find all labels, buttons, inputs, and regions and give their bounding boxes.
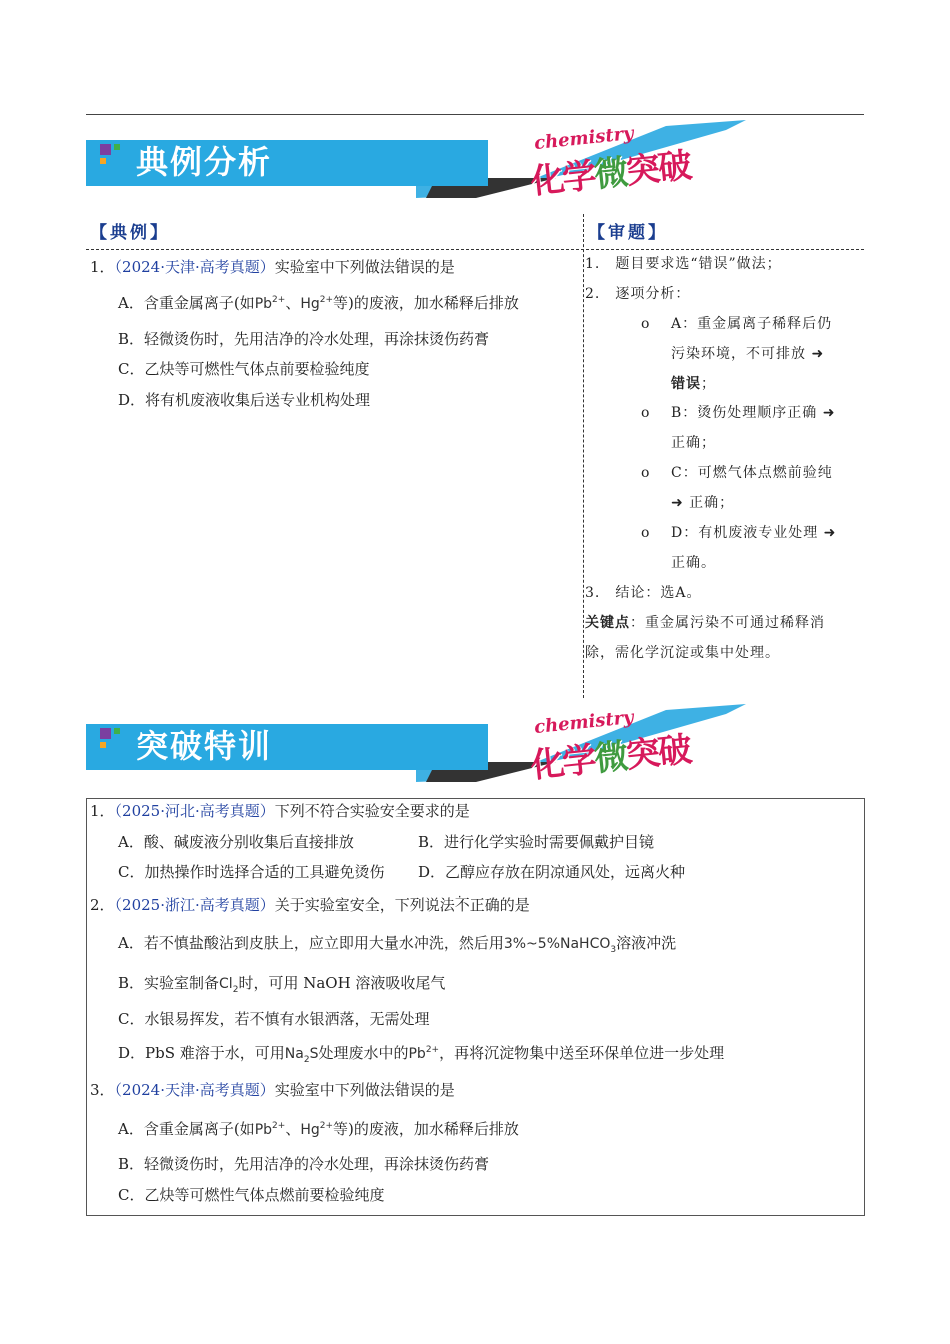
square-icon bbox=[100, 158, 106, 164]
square-icon bbox=[100, 728, 111, 739]
practice-q1: 1．（2025·河北·高考真题）下列不符合实验安全要求的是 bbox=[90, 802, 470, 820]
square-icon bbox=[100, 742, 106, 748]
practice-q3: 3．（2024·天津·高考真题）实验室中下列做法错误的是 bbox=[90, 1081, 455, 1099]
question-source: （2024·天津·高考真题） bbox=[114, 258, 275, 276]
practice-q2: 2．（2025·浙江·高考真题）关于实验室安全，下列说法不正确的是 bbox=[90, 896, 530, 914]
section-banner-practice bbox=[86, 704, 766, 787]
bullet-icon: o bbox=[641, 525, 651, 541]
logo-chemistry-text: chemistry bbox=[533, 122, 635, 155]
analysis-a-line-3: 错误； bbox=[671, 376, 716, 392]
practice-q3-option-c: C．乙炔等可燃性气体点燃前要检验纯度 bbox=[118, 1186, 385, 1204]
example-question: 1．（2024·天津·高考真题）实验室中下列做法错误的是 bbox=[90, 258, 455, 276]
bullet-icon: o bbox=[641, 316, 651, 332]
square-icon bbox=[114, 144, 120, 150]
logo-wordmark: 化学微突破 bbox=[528, 145, 693, 203]
banner-title: 典例分析 bbox=[136, 143, 273, 181]
brand-logo bbox=[486, 120, 766, 203]
example-option-c: C．乙炔等可燃性气体点前要检验纯度 bbox=[118, 360, 370, 378]
bullet-icon: o bbox=[641, 465, 651, 481]
section-banner-example bbox=[86, 120, 766, 203]
dashed-column-divider bbox=[583, 214, 584, 698]
logo-wordmark: 化学微突破 bbox=[528, 729, 693, 787]
practice-q1-option-b: B．进行化学实验时需要佩戴护目镜 bbox=[418, 833, 655, 851]
square-icon bbox=[100, 144, 111, 155]
practice-q1-option-c: C．加热操作时选择合适的工具避免烫伤 bbox=[118, 863, 385, 881]
banner-title: 突破特训 bbox=[136, 727, 273, 765]
question-source: （2025·河北·高考真题） bbox=[114, 802, 275, 820]
analysis-b-line-2: 正确； bbox=[671, 435, 716, 451]
analysis-header: 【审题】 bbox=[588, 223, 668, 243]
practice-q3-option-b: B．轻微烫伤时，先用洁净的冷水处理，再涂抹烫伤药膏 bbox=[118, 1155, 490, 1173]
practice-q2-option-c: C．水银易挥发，若不慎有水银洒落，无需处理 bbox=[118, 1010, 430, 1028]
analysis-key-line-2: 除，需化学沉淀或集中处理。 bbox=[585, 645, 780, 661]
practice-q1-option-d: D．乙醇应存放在阴凉通风处，远离火种 bbox=[418, 863, 686, 881]
analysis-d-line-2: 正确。 bbox=[671, 555, 716, 571]
analysis-line-2: 2. 逐项分析： bbox=[585, 286, 691, 302]
practice-q1-option-a: A．酸、碱废液分别收集后直接排放 bbox=[118, 833, 354, 851]
example-option-d: D．将有机废液收集后送专业机构处理 bbox=[118, 391, 371, 409]
example-option-a: A．含重金属离子(如$Pb^{2+}$、$Hg^{2+}$等)的废液，加水稀释后排放 bbox=[118, 294, 519, 312]
analysis-c-line-2: ➜ 正确； bbox=[671, 495, 735, 511]
analysis-b-line-1: B：烫伤处理顺序正确 ➜ bbox=[671, 405, 836, 421]
analysis-a-line-2: 污染环境，不可排放 ➜ bbox=[671, 346, 825, 362]
square-icon bbox=[114, 728, 120, 734]
analysis-line-3: 3. 结论：选A。 bbox=[585, 585, 702, 601]
analysis-key-line-1: 关键点：重金属污染不可通过稀释消 bbox=[585, 615, 825, 631]
analysis-d-line-1: D：有机废液专业处理 ➜ bbox=[671, 525, 837, 541]
analysis-c-line-1: C：可燃气体点燃前验纯 bbox=[671, 465, 833, 481]
practice-q2-option-a: A．若不慎盐酸沾到皮肤上，应立即用大量水冲洗，然后用3%~5%NaHCO$_3$溶液冲洗 bbox=[118, 934, 677, 955]
brand-logo bbox=[486, 704, 766, 787]
example-option-b: B．轻微烫伤时，先用洁净的冷水处理，再涂抹烫伤药膏 bbox=[118, 330, 490, 348]
example-header: 【典例】 bbox=[90, 223, 170, 243]
bullet-icon: o bbox=[641, 405, 651, 421]
practice-q3-option-a: A．含重金属离子(如$Pb^{2+}$、$Hg^{2+}$等)的废液，加水稀释后排放 bbox=[118, 1120, 519, 1138]
analysis-a-line-1: A：重金属离子稀释后仍 bbox=[671, 316, 833, 332]
practice-q2-option-b: B．实验室制备$Cl_2$时，可用 NaOH 溶液吸收尾气 bbox=[118, 974, 446, 995]
logo-chemistry-text: chemistry bbox=[533, 706, 635, 739]
question-source: （2024·天津·高考真题） bbox=[114, 1081, 275, 1099]
analysis-line-1: 1. 题目要求选“错误”做法； bbox=[585, 256, 782, 272]
top-rule bbox=[86, 114, 864, 115]
question-source: （2025·浙江·高考真题） bbox=[114, 896, 275, 914]
practice-q2-option-d: D．PbS 难溶于水，可用$Na_2S$处理废水中的$Pb^{2+}$，再将沉淀物集中送至环保单位进一步处理 bbox=[118, 1044, 725, 1065]
